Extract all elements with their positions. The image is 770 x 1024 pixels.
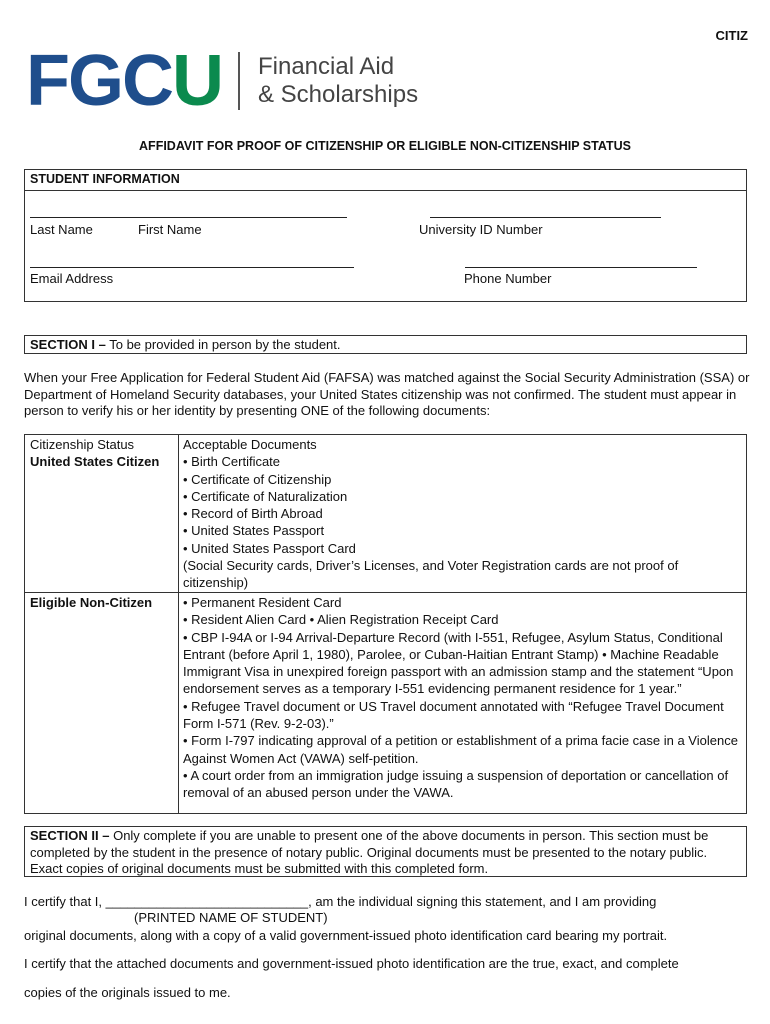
logo-line2: & Scholarships (257, 81, 419, 108)
logo-mark: FGCU (26, 41, 222, 121)
logo-text (258, 53, 418, 109)
list-item: • Certificate of Naturalization (183, 488, 348, 504)
university-id-label: University ID Number (419, 222, 543, 237)
section2-text: Only complete if you are unable to present one of the above documents in person. This section must be completed by the student in the presence of notary public. Original documents must be presented to the notary public. Exact copies of original documents must be submitted with this completed form. (30, 828, 709, 876)
document-title: AFFIDAVIT FOR PROOF OF CITIZENSHIP OR ELIGIBLE NON-CITIZENSHIP STATUS (139, 139, 631, 153)
documents-table (24, 434, 747, 814)
section1-paragraph: When your Free Application for Federal Student Aid (FAFSA) was matched against the Social Security Administration (SSA) or Department of Homeland Security databases, your United States citizenship was not confirmed. The student must appear in person to verify his or her identity by presenting ONE of the following documents: (24, 370, 750, 418)
logo-line1: Financial Aid (257, 53, 395, 80)
section2-heading-bold: SECTION II – (30, 828, 110, 843)
form-code: CITIZ (715, 28, 748, 43)
logo-divider (238, 52, 240, 110)
list-item: • United States Passport (183, 523, 325, 539)
status-us-citizen: United States Citizen (30, 454, 160, 470)
table-row (25, 435, 746, 593)
status-cell (25, 435, 179, 592)
student-info-box (24, 169, 747, 302)
certify-line3: I certify that the attached documents and government-issued photo identification are the true, exact, and complete (24, 956, 679, 971)
list-item: • Certificate of Citizenship (183, 471, 332, 487)
list-item: • Form I-797 indicating approval of a petition or establishment of a prima facie case in a Violence Against Women Act (VAWA) self-petition. (183, 733, 738, 766)
table-row (25, 593, 746, 813)
col2-header: Acceptable Documents (183, 437, 317, 452)
list-item: • United States Passport Card (183, 540, 356, 556)
section2-box (24, 826, 747, 877)
fgcu-logo (26, 41, 419, 121)
certify-line2: original documents, along with a copy of a valid government-issued photo identification card bearing my portrait. (24, 928, 668, 943)
student-info-heading: STUDENT INFORMATION (30, 172, 180, 186)
list-item: • A court order from an immigration judge issuing a suspension of deportation or cancellation of removal of an abused person under the VAWA. (183, 767, 729, 801)
documents-cell (179, 435, 746, 592)
last-name-label: Last Name (30, 222, 93, 237)
printed-name-caption: (PRINTED NAME OF STUDENT) (134, 910, 328, 925)
section1-paragraph-wrap (24, 370, 750, 420)
status-eligible-non-citizen: Eligible Non-Citizen (30, 595, 153, 610)
email-line[interactable] (30, 267, 354, 268)
certify-line4: copies of the originals issued to me. (24, 985, 231, 1000)
list-item: • Permanent Resident Card (183, 595, 342, 610)
list-item: • Resident Alien Card • Alien Registration Receipt Card (183, 612, 499, 628)
list-item: (Social Security cards, Driver’s Licenses, and Voter Registration cards are not proof of citizenship) (183, 558, 679, 591)
phone-line[interactable] (465, 267, 697, 268)
name-line[interactable] (30, 217, 347, 218)
list-item: • Record of Birth Abroad (183, 506, 323, 522)
col1-header: Citizenship Status (30, 437, 135, 452)
phone-label: Phone Number (464, 271, 552, 286)
certify-text-end: , am the individual signing this statement, and I am providing (308, 894, 657, 909)
certify-line1 (24, 894, 656, 909)
list-item: • CBP I-94A or I-94 Arrival-Departure Record (with I-551, Refugee, Asylum Status, Conditional Entrant (before April 1, 1980), Parolee, or Cuban-Haitian Entrant Stamp) • Machine Readable Immigrant Visa in unexpired foreign passport with an admission stamp and the statement “Upon endorsement serves as a temporary I-551 evidencing permanent residence for 1 year.” (183, 629, 734, 697)
section1-heading-bold: SECTION I – (30, 337, 106, 352)
email-label: Email Address (30, 271, 114, 286)
section1-heading-text: To be provided in person by the student. (105, 337, 341, 352)
documents-cell (179, 593, 746, 813)
section1-header (24, 335, 747, 354)
printed-name-field[interactable]: ____________________________ (105, 894, 309, 909)
status-cell (25, 593, 179, 813)
university-id-line[interactable] (430, 217, 661, 218)
list-item: • Refugee Travel document or US Travel document annotated with “Refugee Travel Document Form I-571 (Rev. 9-2-03).” (183, 698, 724, 732)
student-info-header (25, 170, 746, 191)
first-name-label: First Name (138, 222, 202, 237)
list-item: • Birth Certificate (183, 454, 281, 470)
certify-text-start: I certify that I, (24, 894, 106, 909)
